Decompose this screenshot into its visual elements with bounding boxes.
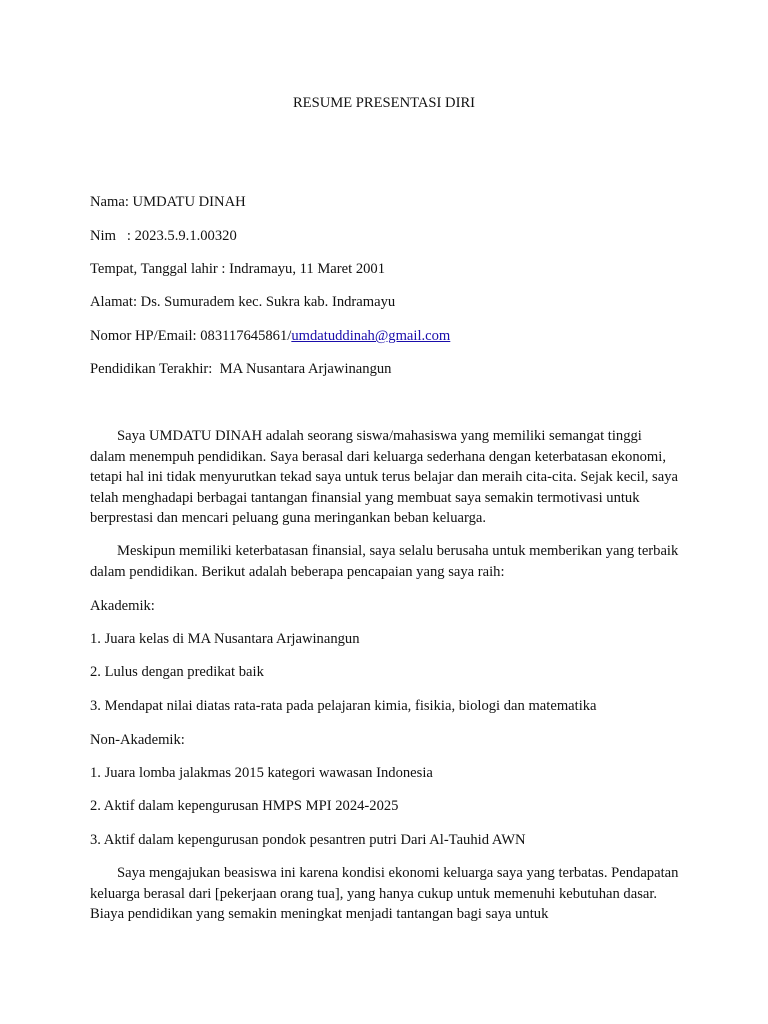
intro-paragraph: Saya UMDATU DINAH adalah seorang siswa/mahasiswa yang memiliki semangat tinggi dalam menempuh pendidikan. Saya berasal dari keluarga sederhana dengan keterbatasan ekonomi, tetapi hal ini tidak menyurutkan tekad saya untuk terus belajar dan meraih cita-cita. Sejak kecil, saya telah menghadapi berbagai tantangan finansial yang membuat saya semakin termotivasi untuk berprestasi dan mencari peluang guna meringankan beban keluarga. [90,428,678,527]
achievement-intro-paragraph: Meskipun memiliki keterbatasan finansial, saya selalu berusaha untuk memberikan yang terbaik dalam pendidikan. Berikut adalah beberapa pencapaian yang saya raih: [90,543,679,580]
email-link[interactable]: umdatuddinah@gmail.com [291,328,451,344]
alamat-line: Alamat: Ds. Sumuradem kec. Sukra kab. Indramayu [90,294,396,310]
non-akademik-heading: Non-Akademik: [90,732,185,748]
contact-prefix: Nomor HP/Email: 083117645861/ [90,328,292,344]
contact-line [90,327,690,345]
scholarship-reason-paragraph: Saya mengajukan beasiswa ini karena kondisi ekonomi keluarga saya yang terbatas. Pendapatan keluarga berasal dari [pekerjaan orang tua], yang hanya cukup untuk memenuhi kebutuhan dasar. Biaya pendidikan yang semakin meningkat menjadi tantangan bagi saya untuk [90,865,679,923]
non-akademik-item: 1. Juara lomba jalakmas 2015 kategori wawasan Indonesia [90,765,433,781]
akademik-item: 2. Lulus dengan predikat baik [90,664,264,680]
akademik-item: 1. Juara kelas di MA Nusantara Arjawinangun [90,631,360,647]
akademik-heading: Akademik: [90,598,155,614]
non-akademik-item: 3. Aktif dalam kepengurusan pondok pesantren putri Dari Al-Tauhid AWN [90,832,526,848]
nim-line: Nim : 2023.5.9.1.00320 [90,228,237,244]
ttl-line: Tempat, Tanggal lahir : Indramayu, 11 Maret 2001 [90,261,386,277]
non-akademik-item: 2. Aktif dalam kepengurusan HMPS MPI 2024-2025 [90,798,399,814]
pendidikan-line: Pendidikan Terakhir: MA Nusantara Arjawinangun [90,361,392,377]
document-title: RESUME PRESENTASI DIRI [292,95,476,111]
akademik-item: 3. Mendapat nilai diatas rata-rata pada pelajaran kimia, fisikia, biologi dan matematika [90,698,597,714]
nama-line: Nama: UMDATU DINAH [90,194,246,210]
